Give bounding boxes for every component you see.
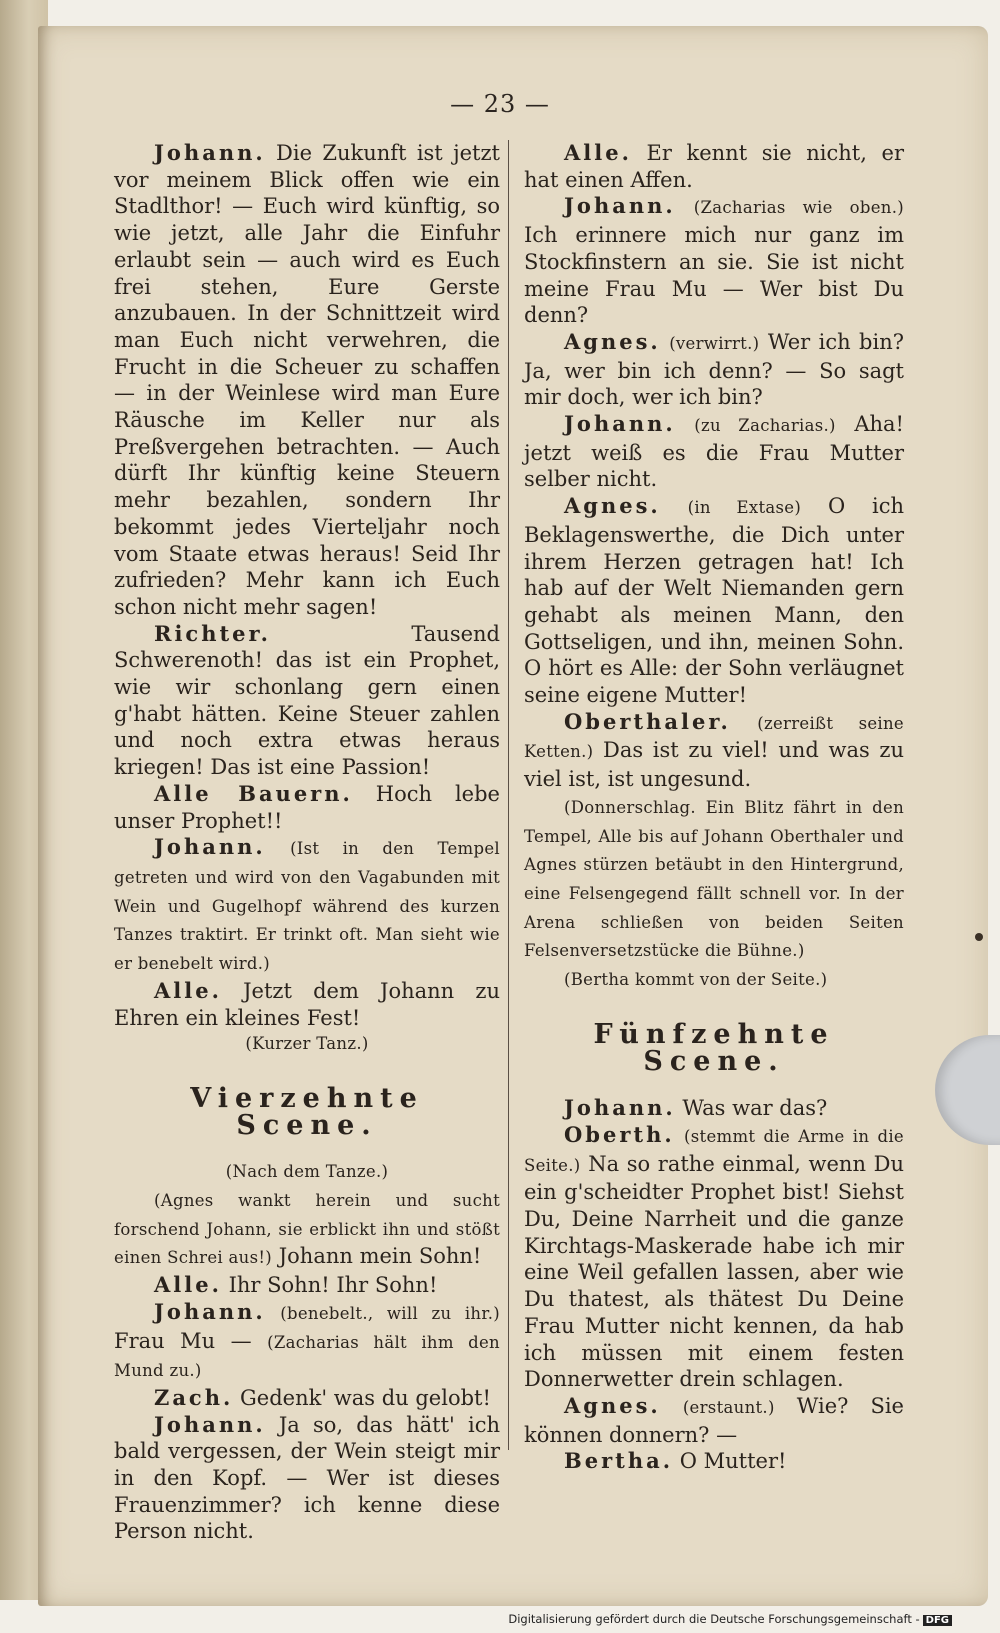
speech-text: Gedenk' was du gelobt! bbox=[240, 1385, 491, 1410]
stage-direction: (zerreißt seine Ketten.) bbox=[524, 713, 904, 762]
speaker-name: Agnes. bbox=[564, 328, 661, 354]
stage-direction: (erstaunt.) bbox=[682, 1397, 775, 1417]
footer-credit bbox=[508, 1612, 952, 1626]
speaker-name: Alle. bbox=[564, 140, 632, 165]
speech-text: Er kennt sie nicht, er hat einen Affen. bbox=[524, 141, 904, 192]
speaker-name: Oberthaler. bbox=[564, 708, 731, 734]
speech-paragraph bbox=[524, 493, 904, 709]
speaker-name: Johann. bbox=[154, 140, 266, 165]
speech-paragraph bbox=[524, 140, 904, 193]
speech-paragraph bbox=[114, 834, 500, 978]
stage-direction: (Donnerschlag. Ein Blitz fährt in den Tempel, Alle bis auf Johann Oberthaler und Agnes stürzen betäubt in den Hintergrund, eine Felsengegend fällt schnell vor. In der Arena schließen von beiden Seiten Felsenversetzstücke die Bühne.) bbox=[524, 797, 904, 961]
stage-direction: (stemmt die Arme in die Seite.) bbox=[524, 1126, 904, 1175]
page-number: — 23 — bbox=[450, 90, 550, 118]
speech-text: Aha! jetzt weiß es die Frau Mutter selber nicht. bbox=[524, 412, 904, 492]
speaker-name: Oberth. bbox=[564, 1121, 675, 1147]
stage-direction: (in Extase) bbox=[687, 498, 802, 518]
speaker-name: Alle. bbox=[154, 977, 222, 1003]
speaker-name: Johann. bbox=[154, 1298, 266, 1324]
speech-paragraph bbox=[114, 621, 500, 781]
ink-spot bbox=[975, 933, 983, 941]
stage-direction: (Bertha kommt von der Seite.) bbox=[564, 970, 828, 990]
speech-text: Na so rathe einmal, wenn Du ein g'scheidter Prophet bist! Siehst Du, Deine Narrheit und die ganze Kirchtags-Maskerade habe ich mir eine Weil gefallen lassen, aber wie Du thatest, als thätest Du Deine Frau Mutter nicht kennen, da hab ich müssen mit einem festen Donnerwetter drein schlagen. bbox=[524, 1151, 904, 1392]
stage-direction-paragraph bbox=[114, 1186, 500, 1272]
speech-paragraph bbox=[524, 1448, 904, 1475]
speech-paragraph bbox=[114, 1412, 500, 1546]
stage-direction: (Kurzer Tanz.) bbox=[245, 1034, 369, 1054]
dfg-logo: DFG bbox=[923, 1615, 952, 1626]
speech-text: Die Zukunft ist jetzt vor meinem Blick offen wie ein Stadlthor! — Euch wird künftig, so wie jetzt, alle Jahr die Einfuhr erlaubt sein — auch wird es Euch frei stehen, Eure Gerste anzubauen. In der Schnittzeit wird man Euch nicht verwehren, die Frucht in die Scheuer zu schaffen — in der Weinlese wird man Eure Räusche im Keller nur als Preßvergehen betrachten. — Auch dürft Ihr künftig keine Steuern mehr bezahlen, sondern Ihr bekommt jedes Vierteljahr noch vom Staate etwas heraus! Seid Ihr zufrieden? Mehr kann ich Euch schon nicht mehr sagen! bbox=[114, 141, 500, 619]
speech-paragraph bbox=[114, 1272, 500, 1299]
left-column bbox=[114, 140, 500, 1545]
stage-direction: (benebelt., will zu ihr.) bbox=[280, 1303, 500, 1323]
speech-text: Jetzt dem Johann zu Ehren ein kleines Fest! bbox=[114, 978, 500, 1030]
speaker-name: Richter. bbox=[154, 620, 271, 646]
speaker-name: Alle Bauern. bbox=[154, 780, 353, 806]
speech-text: Ich erinnere mich nur ganz im Stockfinstern an sie. Sie ist nicht meine Frau Mu — bbox=[524, 223, 904, 301]
speech-paragraph bbox=[524, 329, 904, 411]
right-column bbox=[524, 140, 904, 1475]
stage-direction: (Ist in den Tempel getreten und wird von den Vagabunden mit Wein und Gugelhopf während des kurzen Tanzes traktirt. Er trinkt oft. Man sieht wie er benebelt wird.) bbox=[114, 839, 500, 974]
stage-direction-paragraph bbox=[524, 965, 904, 994]
speech-text: Johann mein Sohn! bbox=[278, 1244, 482, 1269]
stage-direction: (zu Zacharias.) bbox=[694, 416, 836, 436]
scene-heading: Vierzehnte Scene. bbox=[190, 1082, 424, 1141]
stage-direction: (verwirrt.) bbox=[669, 333, 760, 353]
speech-paragraph bbox=[524, 193, 904, 329]
speech-text: O Mutter! bbox=[679, 1449, 787, 1474]
speech-text: Was war das? bbox=[682, 1096, 828, 1121]
speech-text: Wie? Sie können donnern? — bbox=[524, 1393, 904, 1447]
speech-text: Hoch lebe unser Prophet!! bbox=[114, 781, 500, 833]
speech-text: Wer bist Du denn? bbox=[524, 276, 904, 328]
footer-text: Digitalisierung gefördert durch die Deutsche Forschungsgemeinschaft - bbox=[508, 1612, 920, 1626]
speech-paragraph bbox=[114, 781, 500, 834]
speaker-name: Agnes. bbox=[564, 493, 661, 519]
speaker-name: Johann. bbox=[154, 1411, 266, 1437]
column-divider bbox=[508, 140, 509, 1450]
speaker-name: Johann. bbox=[564, 1095, 676, 1121]
speaker-name: Bertha. bbox=[564, 1448, 674, 1474]
speech-paragraph bbox=[524, 1393, 904, 1448]
speech-text: O ich Beklagenswerthe, die Dich unter ihrem Herzen getragen hat! Ich hab auf der Welt Niemanden gern gehabt als meinen Mann, den Gottseligen, und ihn, meinen Sohn. O hört es Alle: der Sohn verläugnet seine eigene Mutter! bbox=[524, 494, 904, 708]
speech-paragraph bbox=[114, 978, 500, 1031]
speech-text: Frau Mu — bbox=[114, 1328, 252, 1353]
speech-paragraph bbox=[524, 709, 904, 793]
speech-paragraph bbox=[114, 1299, 500, 1385]
speaker-name: Agnes. bbox=[564, 1392, 661, 1418]
speech-paragraph bbox=[114, 140, 500, 621]
speech-text: Das ist zu viel! und was zu viel ist, ist ungesund. bbox=[524, 738, 904, 792]
speech-text: Wer ich bin? Ja, wer bin ich denn? — So sagt mir doch, wer ich bin? bbox=[524, 329, 904, 410]
speaker-name: Alle. bbox=[154, 1272, 222, 1298]
stage-direction: (Zacharias wie oben.) bbox=[693, 198, 904, 218]
stage-direction: (Agnes wankt herein und sucht forschend Johann, sie erblickt ihn und stößt einen Schrei aus!) bbox=[114, 1191, 500, 1268]
speech-text: Ja so, das hätt' ich bald vergessen, der Wein steigt mir in den Kopf. — Wer ist dieses Frauenzimmer? ich kenne diese Person nicht. bbox=[114, 1412, 500, 1544]
speech-text: Ihr Sohn! Ihr Sohn! bbox=[228, 1273, 438, 1298]
speaker-name: Johann. bbox=[564, 411, 676, 437]
speaker-name: Johann. bbox=[564, 193, 676, 219]
speaker-name: Johann. bbox=[154, 834, 266, 860]
speech-paragraph bbox=[114, 1385, 500, 1412]
speaker-name: Zach. bbox=[154, 1384, 234, 1410]
stage-direction: (Nach dem Tanze.) bbox=[225, 1162, 389, 1182]
stage-direction: (Zacharias hält ihm den Mund zu.) bbox=[114, 1332, 500, 1381]
speech-paragraph bbox=[524, 1122, 904, 1393]
speech-text: Tausend Schwerenoth! das ist ein Prophet, wie wir schonlang gern einen g'habt hätten. Keine Steuer zahlen und noch extra etwas heraus kriegen! Das ist eine Passion! bbox=[114, 621, 500, 780]
stage-direction-paragraph bbox=[524, 793, 904, 965]
speech-paragraph bbox=[524, 411, 904, 493]
speech-paragraph bbox=[524, 1095, 904, 1122]
scene-heading: Fünfzehnte Scene. bbox=[593, 1018, 835, 1077]
